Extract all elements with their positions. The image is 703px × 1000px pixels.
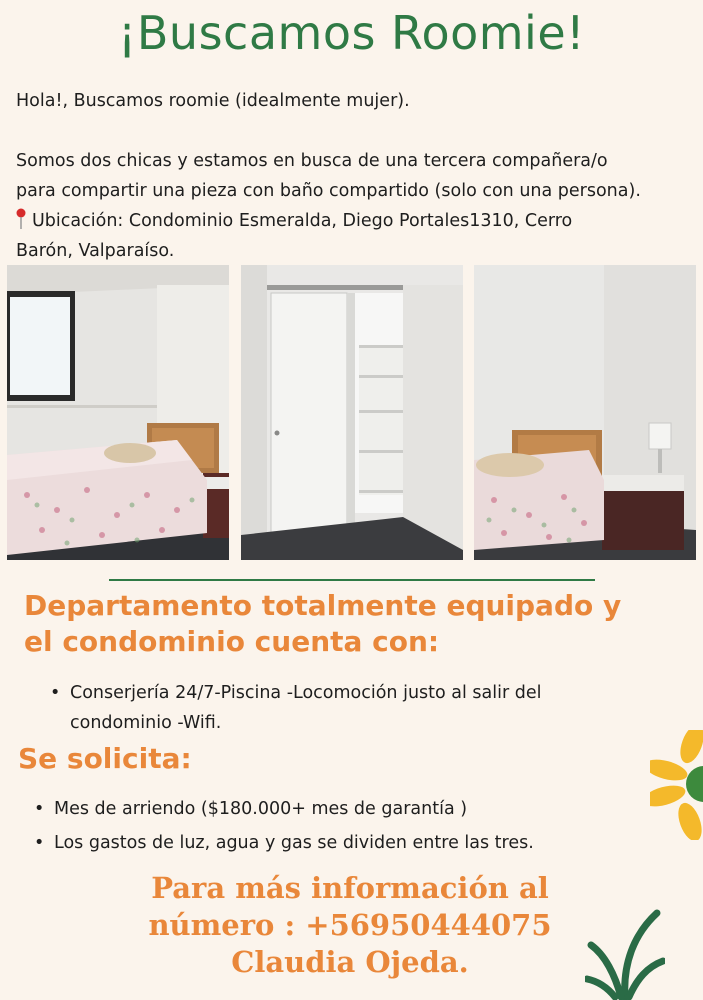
requirements-heading: Se solicita: bbox=[18, 742, 192, 775]
grass-icon bbox=[585, 905, 665, 1000]
contact-phone: número : +56950444075 bbox=[148, 908, 552, 942]
amenities-item-line-1: • Conserjería 24/7-Piscina -Locomoción justo al salir del bbox=[70, 683, 542, 703]
bedroom-window-photo bbox=[7, 265, 229, 560]
bedroom-lamp-photo bbox=[474, 265, 696, 560]
contact-name: Claudia Ojeda. bbox=[231, 945, 469, 979]
closet-photo bbox=[241, 265, 463, 560]
list-item: • Los gastos de luz, agua y gas se dividen entre las tres. bbox=[34, 828, 674, 858]
list-item bbox=[50, 678, 690, 738]
amenities-heading bbox=[24, 588, 621, 660]
intro-text bbox=[16, 86, 696, 266]
list-item: • Mes de arriendo ($180.000+ mes de garantía ) bbox=[34, 794, 674, 824]
contact-line-1: Para más información al bbox=[151, 871, 549, 905]
divider-line bbox=[109, 579, 595, 581]
contact-info bbox=[80, 870, 620, 981]
intro-line-1: Somos dos chicas y estamos en busca de una tercera compañera/o bbox=[16, 151, 608, 171]
page-title: ¡Buscamos Roomie! bbox=[117, 6, 586, 60]
requirements-list bbox=[34, 794, 674, 862]
amenities-heading-line-2: el condominio cuenta con: bbox=[24, 625, 440, 658]
flower-icon bbox=[650, 730, 703, 840]
amenities-list bbox=[50, 678, 690, 738]
greeting-text: Hola!, Buscamos roomie (idealmente mujer). bbox=[16, 91, 410, 111]
amenities-heading-line-1: Departamento totalmente equipado y bbox=[24, 589, 622, 622]
amenities-item-line-2: condominio -Wifi. bbox=[70, 713, 222, 733]
intro-line-2: para compartir una pieza con baño compartido (solo con una persona). bbox=[16, 181, 641, 201]
pin-icon bbox=[16, 208, 26, 230]
location-line-2: Barón, Valparaíso. bbox=[16, 241, 175, 261]
location-line bbox=[16, 206, 696, 236]
location-text: Ubicación: Condominio Esmeralda, Diego Portales1310, Cerro bbox=[32, 211, 573, 231]
